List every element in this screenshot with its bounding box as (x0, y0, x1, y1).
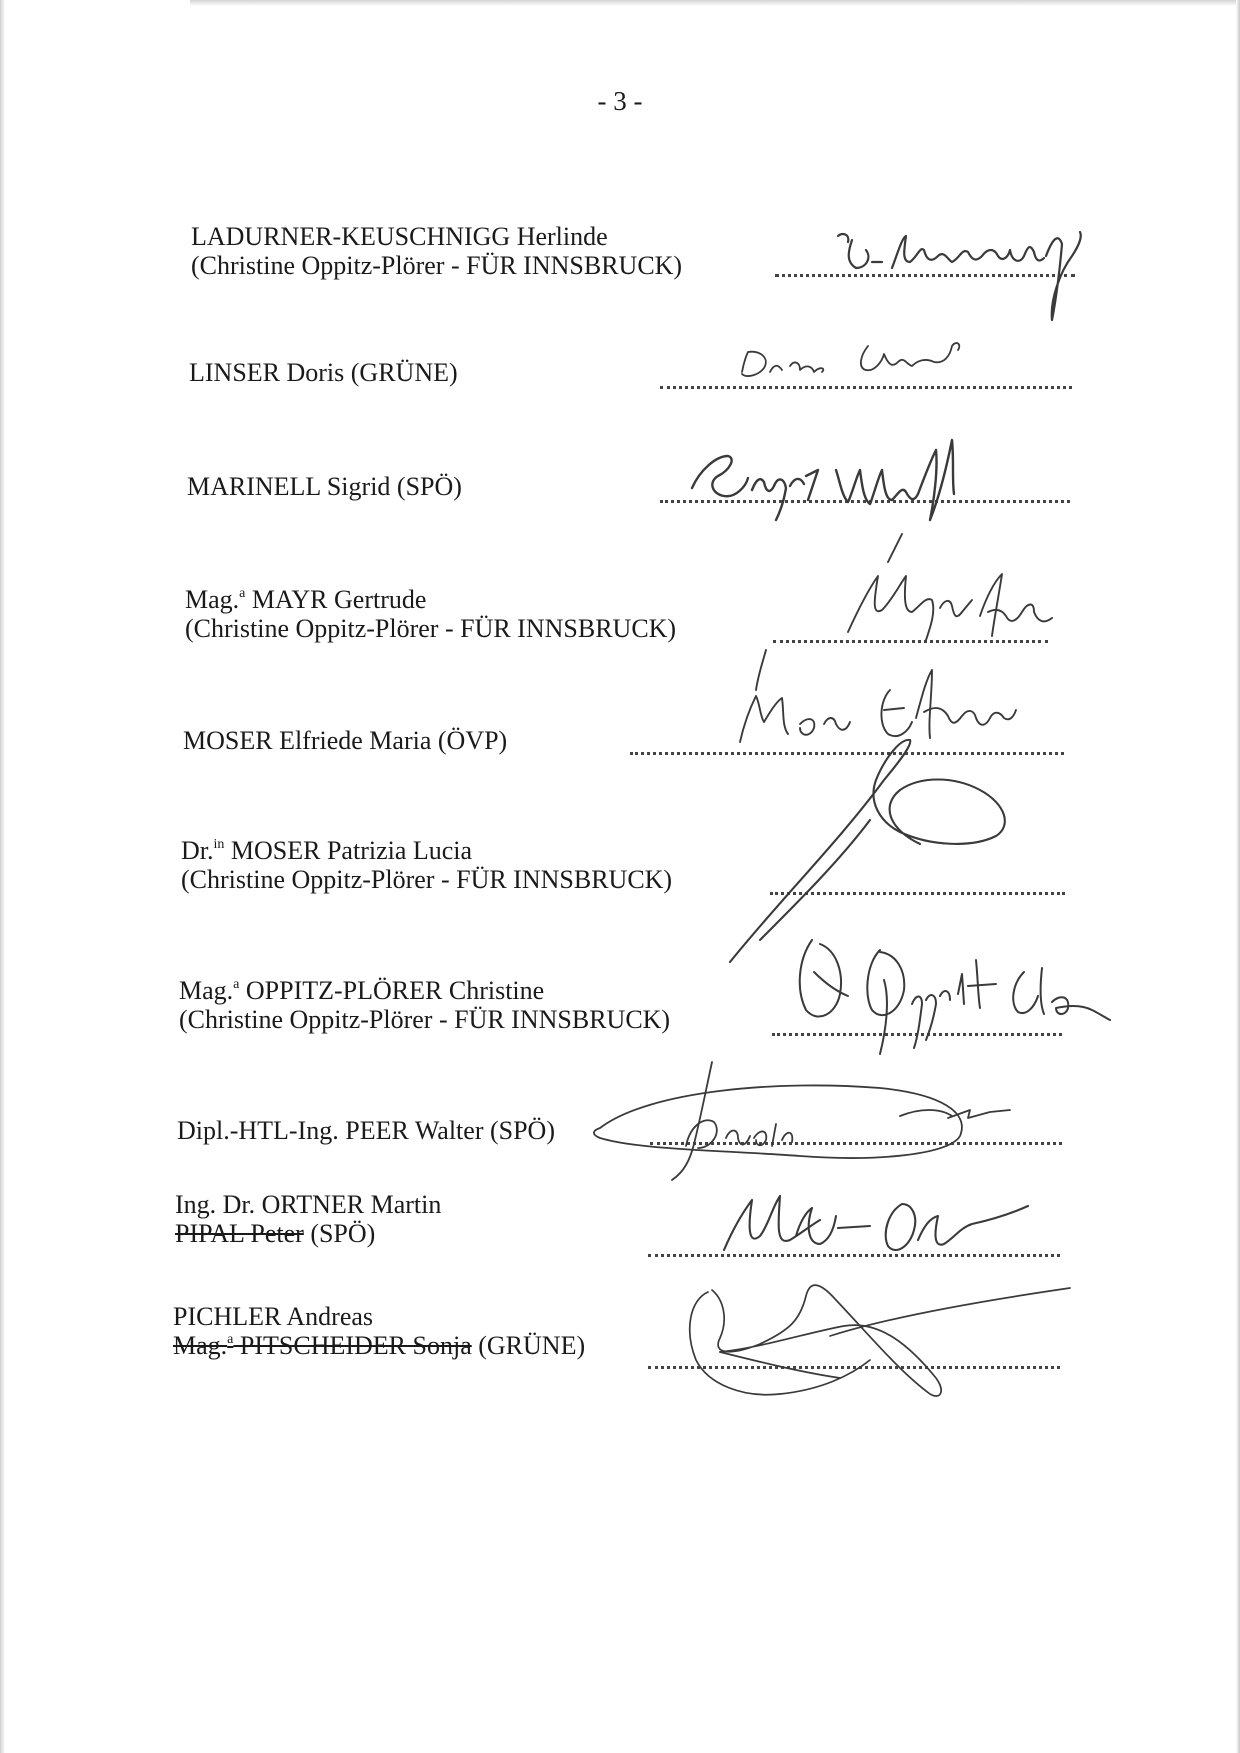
scan-edge-right (1236, 0, 1240, 1753)
signatory-ortner (175, 1190, 441, 1248)
signatory-moser-elfriede (183, 726, 507, 755)
signatory-pichler (173, 1302, 585, 1360)
signature-line (773, 640, 1048, 643)
signature-marinell (692, 440, 954, 520)
signature-ortner (724, 1196, 1028, 1250)
signatory-linser (189, 358, 458, 387)
signatory-mayr (185, 585, 676, 643)
signatory-name: MOSER Patrizia Lucia (224, 836, 473, 865)
signatory-name: LINSER Doris (GRÜNE) (189, 358, 458, 387)
page-number: - 3 - (597, 86, 643, 116)
signatory-peer (177, 1116, 555, 1145)
struck-title: Mag. (173, 1331, 228, 1360)
signature-line (648, 1366, 1060, 1369)
signatory-moser-patrizia (181, 836, 672, 894)
struck-title-sup: a (227, 1332, 234, 1347)
signature-oppitz-ploerer (800, 940, 1110, 1054)
signatory-name: Dipl.-HTL-Ing. PEER Walter (SPÖ) (177, 1116, 555, 1145)
signature-line (775, 274, 1075, 277)
scan-edge-left (0, 0, 5, 1753)
signatory-title-sup: a (233, 977, 240, 992)
signatory-affiliation: (Christine Oppitz-Plörer - FÜR INNSBRUCK) (191, 251, 683, 280)
signatory-name: OPPITZ-PLÖRER Christine (239, 976, 545, 1005)
signature-mayr (848, 534, 1052, 640)
signature-line (660, 500, 1070, 503)
signatory-affiliation: (Christine Oppitz-Plörer - FÜR INNSBRUCK) (185, 614, 677, 643)
struck-name: PITSCHEIDER Sonja (233, 1331, 472, 1360)
signature-line (648, 1254, 1060, 1257)
signatory-oppitz-ploerer (179, 976, 670, 1034)
signatory-ladurner-keuschnigg (191, 222, 682, 280)
signatory-affiliation: (SPÖ) (303, 1219, 376, 1248)
signatory-title: Mag. (179, 976, 234, 1005)
signatory-name: LADURNER-KEUSCHNIGG Herlinde (191, 222, 608, 251)
signatory-title: Mag. (185, 585, 240, 614)
signature-line (770, 892, 1065, 895)
signature-line (660, 386, 1072, 389)
signature-moser-elfriede (740, 650, 1016, 742)
signature-linser (742, 343, 959, 376)
signatory-affiliation: (GRÜNE) (471, 1331, 586, 1360)
signatory-title: Dr. (181, 836, 214, 865)
signature-line (772, 1033, 1062, 1036)
scan-edge-top (190, 0, 1240, 6)
signature-moser-patrizia (730, 740, 1005, 962)
signatory-marinell (187, 472, 462, 501)
signature-peer (594, 1062, 1010, 1180)
struck-name: PIPAL Peter (175, 1219, 304, 1248)
signature-line (650, 1142, 1062, 1145)
signatory-name: MOSER Elfriede Maria (ÖVP) (183, 726, 508, 755)
signatory-affiliation: (Christine Oppitz-Plörer - FÜR INNSBRUCK) (181, 865, 673, 894)
signatory-title-sup: in (213, 837, 225, 852)
signatory-name: PICHLER Andreas (173, 1302, 374, 1331)
signature-line (630, 752, 1064, 755)
signature-pichler (690, 1285, 1070, 1396)
signatory-title-sup: a (239, 586, 246, 601)
signatory-name: MAYR Gertrude (245, 585, 427, 614)
signatory-affiliation: (Christine Oppitz-Plörer - FÜR INNSBRUCK) (179, 1005, 671, 1034)
signatory-name: MARINELL Sigrid (SPÖ) (187, 472, 462, 501)
signatory-name: Ing. Dr. ORTNER Martin (175, 1190, 442, 1219)
